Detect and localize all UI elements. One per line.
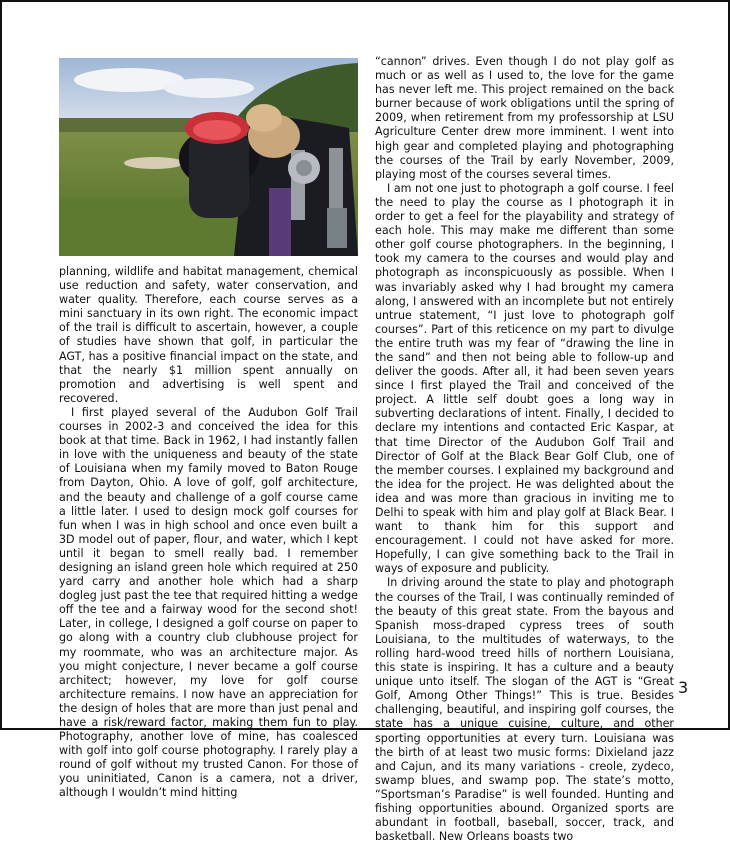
paragraph: “cannon” drives. Even though I do not play golf as much or as well as I used to, the love for the game has never left me. This project remained on the back burner because of work obligations until the spring of 2009, when retirement from my professorship at LSU Agriculture Center drew more imminent. I went into high gear and completed playing and photographing the courses of the Trail by early November, 2009, playing most of the courses several times. (375, 55, 674, 181)
left-text-column (59, 265, 358, 801)
right-text-column (375, 55, 674, 844)
golf-bag-photo (59, 58, 358, 256)
page-number: 3 (678, 678, 689, 697)
paragraph: planning, wildlife and habitat management, chemical use reduction and safety, water conservation, and water quality. Therefore, each course serves as a mini sanctuary in its own right. The economic impact of the trail is difficult to ascertain, however, a couple of studies have shown that golf, in particular the AGT, has a positive financial impact on the state, and that the nearly $1 million spent annually on promotion and advertising is well spent and recovered. (59, 265, 358, 405)
paragraph: I first played several of the Audubon Golf Trail courses in 2002-3 and conceived the idea for this book at that time. Back in 1962, I had instantly fallen in love with the uniqueness and beauty of the state of Louisiana when my family moved to Baton Rouge from Dayton, Ohio. A love of golf, golf architecture, and the beauty and challenge of a golf course came a little later. I used to design mock golf courses for fun when I was in high school and once even built a 3D model out of paper, flour, and water, which I kept until it began to smell really bad. I remember designing an island green hole which required at 250 yard carry and another hole which had a sharp dogleg just past the tee that required hitting a wedge off the tee and a fairway wood for the second shot! Later, in college, I designed a golf course on paper to go along with a country club clubhouse project for my roommate, who was an architecture major. As you might conjecture, I never became a golf course architect; however, my love for golf course architecture remains. I now have an appreciation for the design of holes that are more than just penal and have a risk/reward factor, making them fun to play. Photography, another love of mine, has coalesced with golf into golf course photography. I rarely play a round of golf without my trusted Canon. For those of you uninitiated, Canon is a camera, not a driver, although I wouldn’t mind hitting (59, 405, 358, 800)
paragraph: In driving around the state to play and photograph the courses of the Trail, I was continually reminded of the beauty of this great state. From the bayous and Spanish moss-draped cypress trees of south Louisiana, to the multitudes of waterways, to the rolling hard-wood treed hills of northern Louisiana, this state is inspiring. It has a culture and a beauty unique unto itself. The slogan of the AGT is “Great Golf, Among Other Things!” This is true. Besides challenging, beautiful, and inspiring golf courses, the state has a unique cuisine, culture, and other sporting opportunities at every turn. Louisiana was the birth of at least two music forms: Dixieland jazz and Cajun, and its many variations - creole, zydeco, swamp blues, and swamp pop. The state’s motto, “Sportsman’s Paradise” is well founded. Hunting and fishing opportunities abound. Organized sports are abundant in football, baseball, soccer, track, and basketball. New Orleans boasts two (375, 576, 674, 844)
paragraph: I am not one just to photograph a golf course. I feel the need to play the course as I photograph it in order to get a feel for the playability and strategy of each hole. This may make me different than some other golf course photographers. In the beginning, I took my camera to the courses and would play and photograph as inconspicuously as possible. When I was invariably asked why I had brought my camera along, I answered with an incomplete but not entirely untrue statement, “I just love to photograph golf courses”. Part of this reticence on my part to divulge the entire truth was my fear of “drawing the line in the sand” and then not being able to follow-up and deliver the goods. After all, it had been seven years since I first played the Trail and conceived of the project. A little self doubt goes a long way in subverting declarations of intent. Finally, I decided to declare my intentions and contacted Eric Kaspar, at that time Director of the Audubon Golf Trail and Director of Golf at the Black Bear Golf Club, one of the member courses. I explained my background and the idea for the project. He was delighted about the idea and was more than gracious in inviting me to Delhi to speak with him and play golf at Black Bear. I want to thank him for this support and encouragement. I could not have asked for more. Hopefully, I can give something back to the Trail in ways of exposure and publicity. (375, 181, 674, 576)
golf-bag-image (59, 58, 358, 256)
